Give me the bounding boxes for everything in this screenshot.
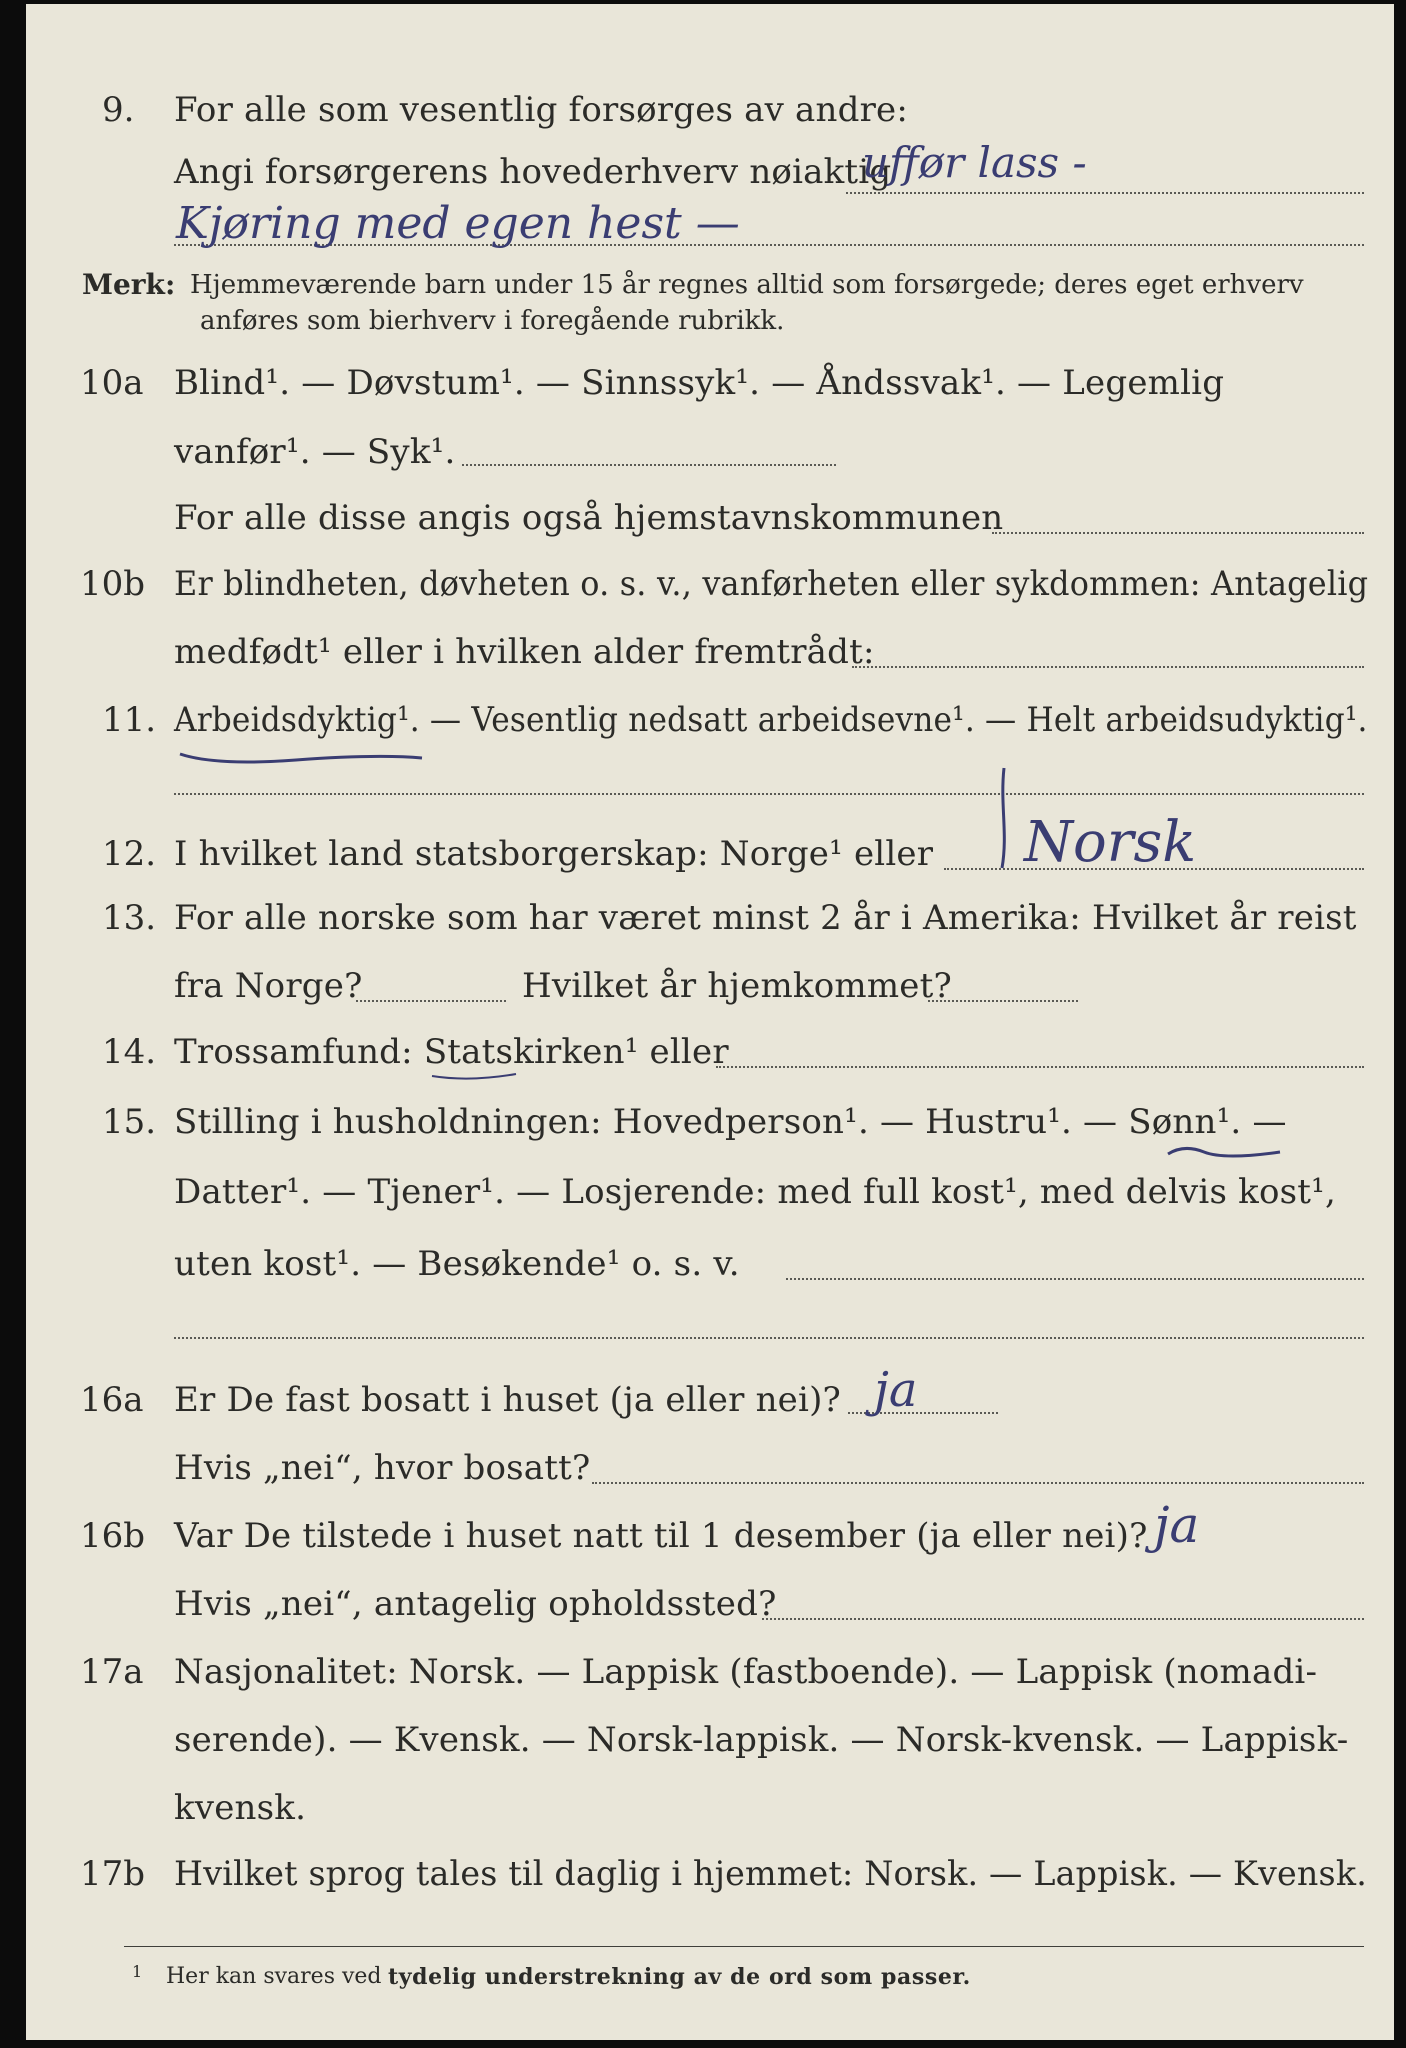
footnote-text: Her kan svares ved	[166, 1964, 382, 1989]
answer-line[interactable]	[174, 793, 1364, 795]
handwritten-stroke	[990, 764, 1020, 874]
note-text: anføres som bierhverv i foregående rubrikk.	[200, 306, 785, 336]
question-17b	[26, 1850, 1394, 1910]
underline-mark	[176, 744, 426, 768]
question-16b	[26, 1496, 1394, 1572]
footnote-marker: 1	[132, 1962, 143, 1981]
question-text: Er De fast bosatt i huset (ja eller nei)?	[174, 1380, 841, 1420]
answer-line[interactable]	[786, 1278, 1364, 1280]
answer-line[interactable]	[846, 192, 1364, 194]
question-text: For alle norske som har været minst 2 år i Amerika: Hvilket år reist	[174, 898, 1357, 938]
question-13	[26, 894, 1394, 954]
underline-mark	[1164, 1140, 1284, 1164]
question-10b-line-2	[26, 628, 1394, 688]
underline-mark	[430, 1068, 520, 1084]
question-text: Hvilket år hjemkommet?	[522, 966, 952, 1006]
question-text: Er blindheten, døvheten o. s. v., vanførheten eller sykdommen: Antagelig	[174, 564, 1369, 604]
question-text: Stilling i husholdningen: Hovedperson¹. — Hustru¹. — Sønn¹. —	[174, 1102, 1287, 1142]
question-10a-line-2	[26, 428, 1394, 488]
question-text: For alle som vesentlig forsørges av andre:	[174, 90, 909, 130]
question-15-line-2	[26, 1168, 1394, 1228]
answer-line[interactable]	[462, 464, 836, 466]
question-text: vanfør¹. — Syk¹.	[174, 432, 456, 472]
question-14	[26, 1028, 1394, 1088]
answer-line[interactable]	[928, 1000, 1078, 1002]
question-9-line-3	[26, 200, 1394, 260]
question-15-line-3	[26, 1238, 1394, 1298]
question-text: kvensk.	[174, 1788, 307, 1828]
question-number: 9.	[102, 90, 135, 130]
handwritten-answer: ja	[874, 1362, 918, 1418]
answer-line[interactable]	[992, 532, 1364, 534]
question-number: 12.	[102, 834, 157, 874]
handwritten-answer: Norsk	[1024, 810, 1197, 875]
answer-line[interactable]	[852, 666, 1364, 668]
question-number: 17b	[80, 1854, 146, 1894]
question-text: For alle disse angis også hjemstavnskommunen	[174, 498, 1004, 538]
question-number: 11.	[102, 700, 157, 740]
question-text: Nasjonalitet: Norsk. — Lappisk (fastboende). — Lappisk (nomadi-	[174, 1652, 1318, 1692]
question-12	[26, 810, 1394, 890]
question-number: 17a	[80, 1652, 144, 1692]
note-text: Hjemmeværende barn under 15 år regnes alltid som forsørgede; deres eget erhverv	[190, 270, 1304, 300]
question-number: 10a	[80, 363, 144, 403]
question-text: Hvis „nei“, antagelig opholdssted?	[174, 1584, 777, 1624]
handwritten-answer: uffør lass -	[862, 138, 1087, 187]
question-text: Arbeidsdyktig¹. — Vesentlig nedsatt arbeidsevne¹. — Helt arbeidsudyktig¹.	[174, 700, 1368, 740]
question-10b	[26, 560, 1394, 620]
question-text: serende). — Kvensk. — Norsk-lappisk. — Norsk-kvensk. — Lappisk-	[174, 1720, 1349, 1760]
question-number: 10b	[80, 564, 146, 604]
question-text: Angi forsørgerens hovederhverv nøiaktig	[174, 152, 892, 192]
answer-line[interactable]	[716, 1066, 1364, 1068]
question-16a	[26, 1362, 1394, 1436]
note-label: Merk:	[82, 268, 176, 301]
answer-line[interactable]	[174, 1337, 1364, 1339]
question-13-line-2	[26, 960, 1394, 1020]
question-17a-line-2	[26, 1716, 1394, 1776]
census-form-page	[26, 4, 1394, 2040]
question-10a-line-3	[26, 494, 1394, 554]
question-17a	[26, 1648, 1394, 1708]
question-number: 15.	[102, 1102, 157, 1142]
answer-line[interactable]	[848, 1412, 998, 1414]
question-9-line-2	[26, 138, 1394, 204]
question-number: 14.	[102, 1032, 157, 1072]
merk-note	[26, 262, 1394, 342]
question-number: 16a	[80, 1380, 144, 1420]
question-number: 13.	[102, 898, 157, 938]
question-text: fra Norge?	[174, 966, 363, 1006]
question-text: medfødt¹ eller i hvilken alder fremtrådt:	[174, 632, 875, 672]
question-text: Hvis „nei“, hvor bosatt?	[174, 1448, 591, 1488]
answer-line[interactable]	[356, 1000, 506, 1002]
question-16b-line-2	[26, 1580, 1394, 1640]
question-text: Hvilket sprog tales til daglig i hjemmet: Norsk. — Lappisk. — Kvensk.	[174, 1854, 1367, 1894]
question-text: Datter¹. — Tjener¹. — Losjerende: med full kost¹, med delvis kost¹,	[174, 1172, 1336, 1212]
question-number: 16b	[80, 1516, 146, 1556]
question-text: I hvilket land statsborgerskap: Norge¹ eller	[174, 834, 934, 874]
question-10a	[26, 359, 1394, 419]
answer-line[interactable]	[592, 1482, 1364, 1484]
footnote-divider	[124, 1946, 1364, 1947]
question-17a-line-3	[26, 1784, 1394, 1844]
question-text: Var De tilstede i huset natt til 1 desember (ja eller nei)?	[174, 1516, 1148, 1556]
question-16a-line-2	[26, 1444, 1394, 1504]
question-text: Blind¹. — Døvstum¹. — Sinnssyk¹. — Åndssvak¹. — Legemlig	[174, 363, 1225, 403]
handwritten-answer: Kjøring med egen hest —	[176, 198, 740, 249]
footnote-text-emphasis: tydelig understrekning av de ord som passer.	[388, 1964, 971, 1990]
footnote	[26, 1958, 1394, 1998]
question-text: uten kost¹. — Besøkende¹ o. s. v.	[174, 1244, 740, 1284]
answer-line[interactable]	[762, 1618, 1364, 1620]
handwritten-answer: ja	[1154, 1496, 1200, 1554]
question-9	[26, 84, 1394, 144]
question-text: Trossamfund: Statskirken¹ eller	[174, 1032, 729, 1072]
